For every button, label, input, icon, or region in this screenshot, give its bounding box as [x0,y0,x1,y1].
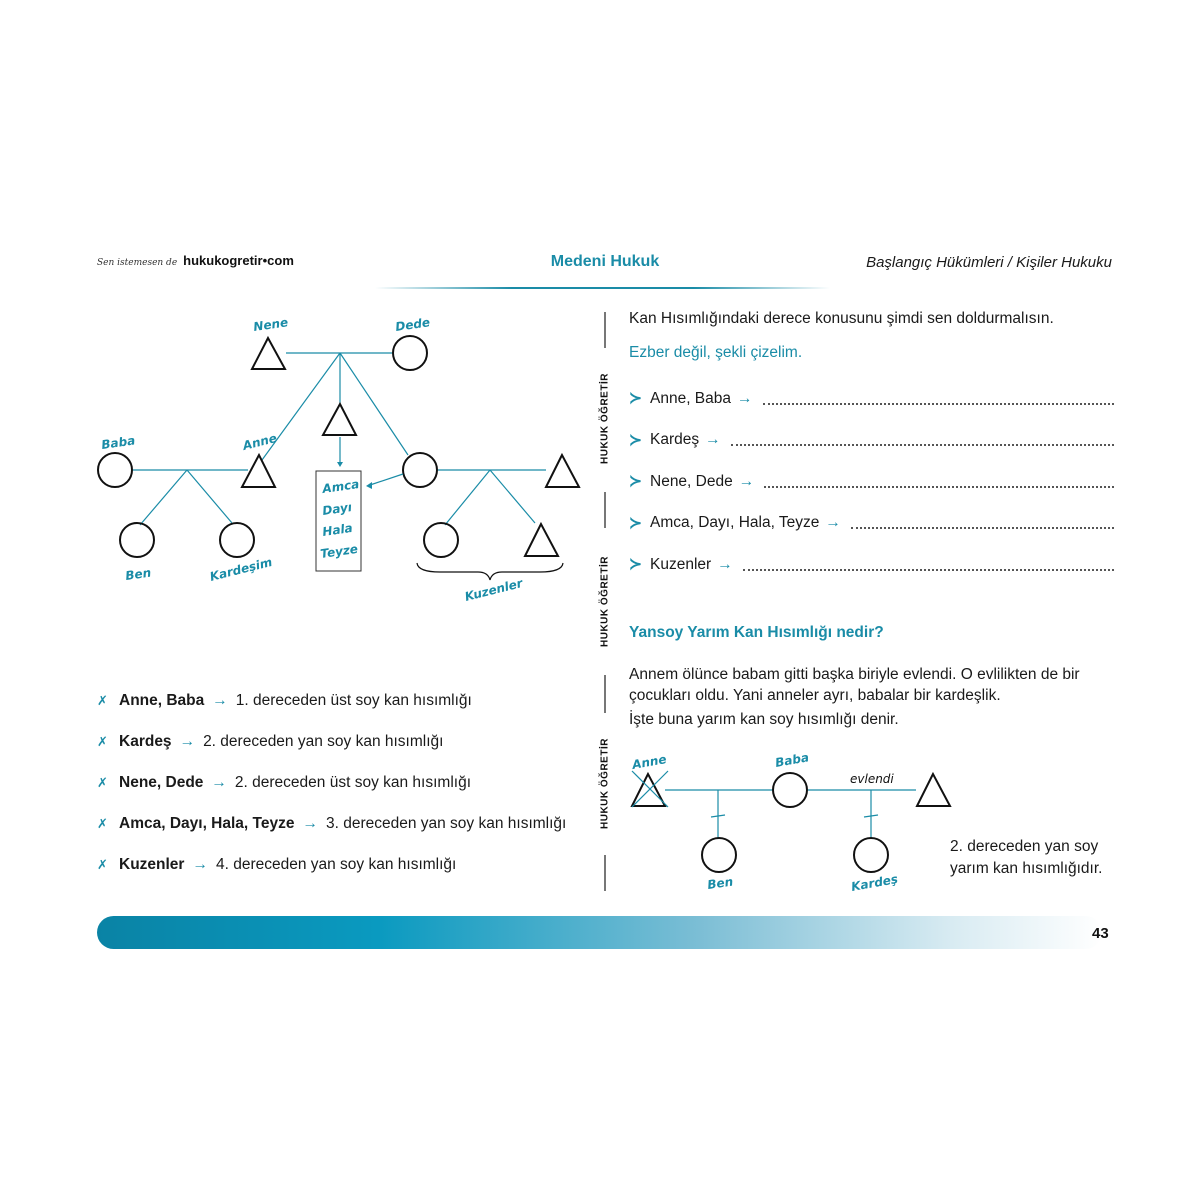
side-label: HUKUK ÖĞRETİR [599,738,611,829]
brand-script: Sen istemesen de [97,258,178,268]
fill-term: Anne, Baba [650,389,732,407]
chevron-right-icon: ≻ [629,556,642,574]
dede-circle [393,336,427,370]
x-mark-icon: ✗ [97,774,108,790]
label-evlendi: evlendi [850,772,894,786]
note-line: 2. dereceden yan soy [950,838,1099,855]
arrow-head-down [337,462,343,467]
label-kardes: Kardeş [850,871,899,894]
list-item [629,420,1114,462]
list-item [97,680,587,721]
arrow-icon: → [825,514,841,532]
stepmother-triangle [917,774,950,806]
box-label-hala: Hala [321,520,354,539]
side-divider [604,855,606,891]
label-kardesim: Kardeşim [208,554,274,584]
brand-name: hukukogretir•com [183,253,294,268]
arrow-icon: → [211,773,227,791]
explanation-paragraph: Annem ölünce babam gitti başka biriyle evlendi. O evlilikten de bir çocukları oldu. Yani anneler ayrı, babalar bir kardeşlik. [629,666,1080,704]
intro-text: Kan Hısımlığındaki derece konusunu şimdi sen doldurmalısın. [629,310,1054,327]
ben-circle [702,838,736,872]
line-to-cousin1 [445,470,490,525]
baba-circle [773,773,807,807]
nene-triangle [252,338,285,369]
fill-term: Kuzenler [650,555,712,573]
line-to-aunt [340,353,408,455]
kardes-circle [854,838,888,872]
footer-bar [97,916,1102,949]
definition-term: Kardeş [119,732,172,750]
half-blood-diagram [620,745,960,905]
label-ben: Ben [124,565,152,583]
page-title: Medeni Hukuk [550,253,660,270]
box-label-dayi: Dayı [321,499,353,518]
definition-desc: 2. dereceden üst soy kan hısımlığı [234,773,471,791]
chevron-right-icon: ≻ [629,473,642,491]
arrow-icon: → [302,814,318,832]
label-baba: Baba [774,750,810,770]
chevron-right-icon: ≻ [629,390,642,408]
x-mark-icon: ✗ [97,856,108,872]
arrow-icon: → [179,732,196,750]
label-anne: Anne [241,430,279,453]
arrow-icon: → [705,431,721,449]
side-divider [604,492,606,528]
half-blood-note [950,836,1102,880]
label-ben: Ben [706,874,734,892]
baba-circle [98,453,132,487]
arrow-icon: → [192,855,208,873]
list-item [97,844,587,885]
x-mark-icon: ✗ [97,733,108,749]
list-item [97,762,587,803]
side-divider [604,675,606,713]
chevron-right-icon: ≻ [629,431,642,449]
fill-term: Amca, Dayı, Hala, Teyze [650,514,820,532]
arrow-icon: → [737,389,753,407]
intro-subtitle: Ezber değil, şekli çizelim. [629,344,803,361]
arrow-icon: → [717,555,733,573]
x-mark-icon: ✗ [97,815,108,831]
line-to-kardesim [187,470,232,523]
ben-circle [120,523,154,557]
cousins-brace [417,563,563,580]
definitions-list [97,680,587,885]
label-baba: Baba [100,433,137,452]
list-item [97,803,587,844]
definition-term: Nene, Dede [119,773,204,791]
cousin-circle [424,523,458,557]
section-title: Başlangıç Hükümleri / Kişiler Hukuku [866,254,1112,271]
fill-blank-line [731,444,1114,446]
note-line: yarım kan hısımlığıdır. [950,860,1103,877]
list-item [629,378,1114,420]
list-item [629,461,1114,503]
list-item [97,721,587,762]
cousin-triangle [525,524,558,556]
fill-term: Kardeş [650,431,700,449]
uncle-triangle [323,404,356,435]
kardesim-circle [220,523,254,557]
line-to-cousin2 [490,470,535,523]
fill-blank-line [851,527,1114,529]
x-mark-icon: ✗ [97,692,108,708]
definition-desc: 1. dereceden üst soy kan hısımlığı [235,691,472,709]
definition-term: Anne, Baba [119,691,205,709]
label-nene: Nene [252,315,289,334]
list-item [629,503,1114,545]
question-heading: Yansoy Yarım Kan Hısımlığı nedir? [629,624,884,641]
fill-term: Nene, Dede [650,472,733,490]
definition-term: Kuzenler [119,855,185,873]
box-label-teyze: Teyze [319,541,359,561]
fill-blank-line [763,403,1114,405]
anne-triangle [242,455,275,487]
arrow-icon: → [212,691,228,709]
chevron-right-icon: ≻ [629,514,642,532]
page-number: 43 [1092,925,1109,942]
fill-blank-line [764,486,1114,488]
list-item [629,544,1114,586]
family-tree-diagram [0,0,600,640]
definition-desc: 4. dereceden yan soy kan hısımlığı [215,855,457,873]
arrow-head-left [366,482,372,489]
line-to-ben [140,470,187,525]
definition-desc: 3. dereceden yan soy kan hısımlığı [325,814,567,832]
label-kuzenler: Kuzenler [463,576,525,604]
arrow-to-box-side [370,474,403,485]
explanation-conclusion: İşte buna yarım kan soy hısımlığı denir. [629,711,899,728]
definition-desc: 2. dereceden yan soy kan hısımlığı [203,732,444,750]
box-label-amca: Amca [321,476,361,496]
fill-blank-line [743,569,1114,571]
side-label: HUKUK ÖĞRETİR [599,373,611,464]
arrow-icon: → [738,472,755,490]
side-divider [604,312,606,348]
aunt-spouse-triangle [546,455,579,487]
label-dede: Dede [394,315,431,334]
side-label: HUKUK ÖĞRETİR [599,556,611,647]
label-anne: Anne [631,752,668,772]
fill-in-list [629,378,1114,586]
definition-term: Amca, Dayı, Hala, Teyze [119,814,295,832]
aunt-circle [403,453,437,487]
